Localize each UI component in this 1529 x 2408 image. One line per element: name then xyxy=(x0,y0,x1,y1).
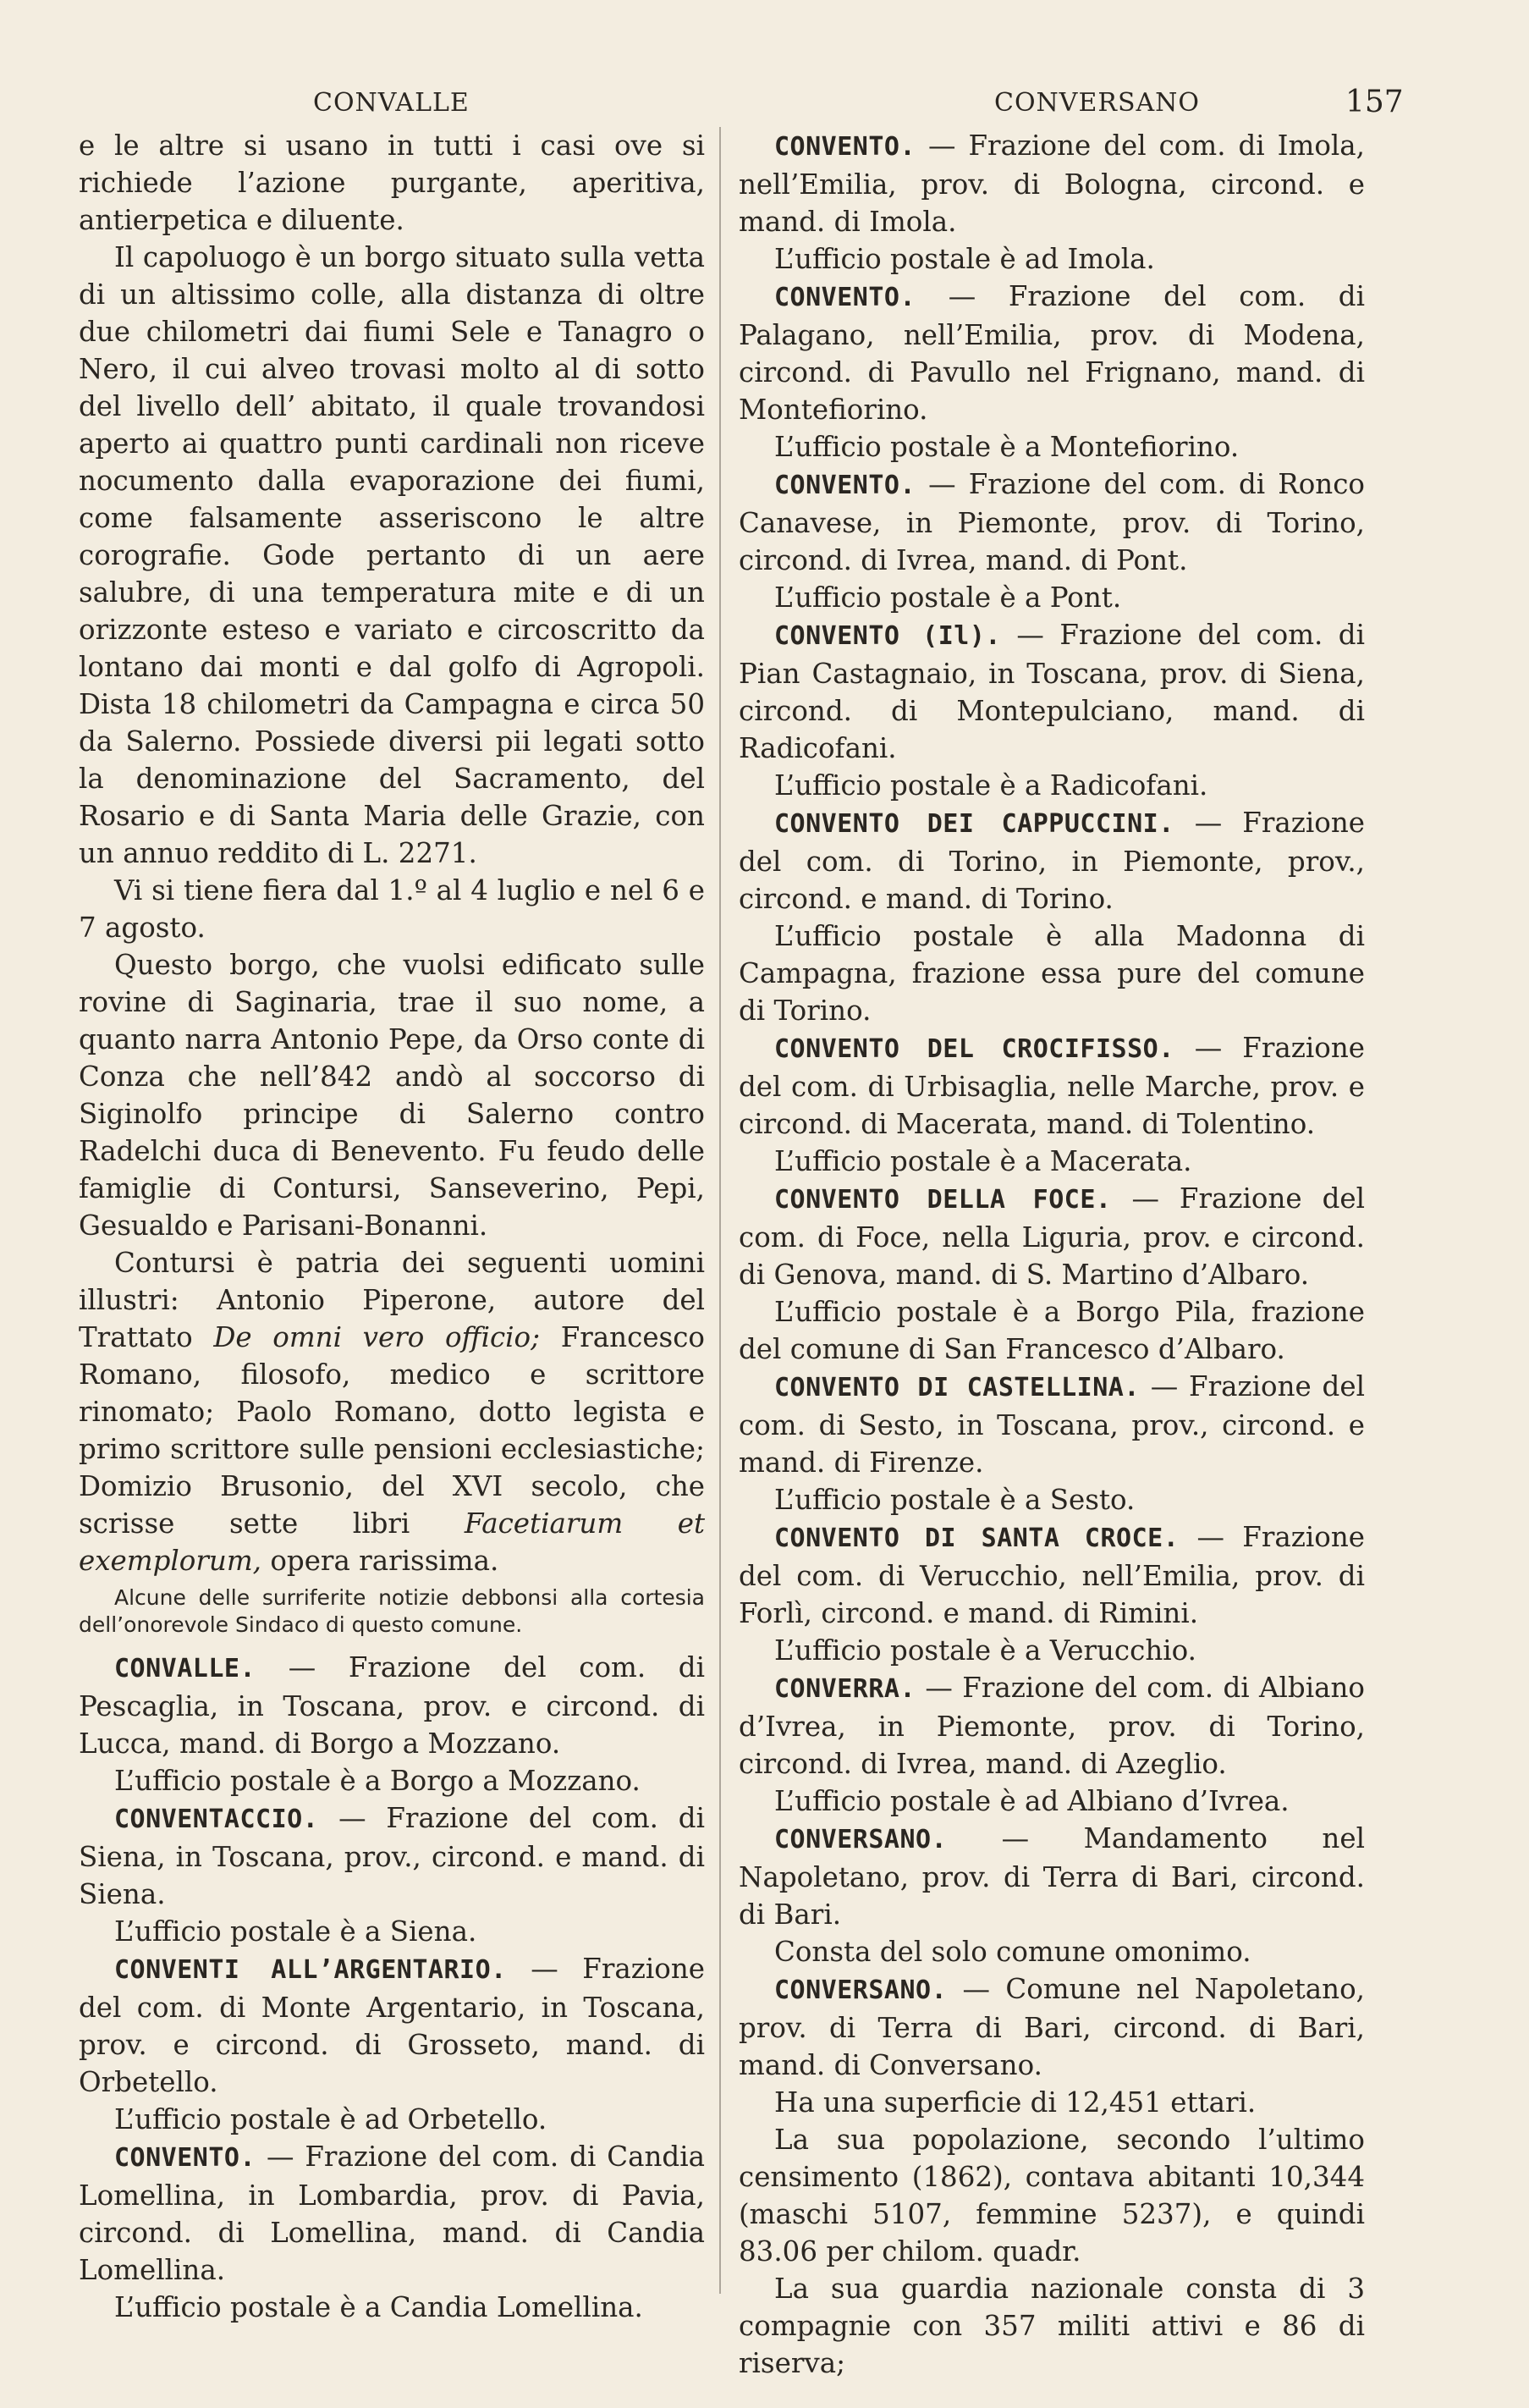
entry xyxy=(739,1029,1365,1143)
entry xyxy=(739,278,1365,428)
entry xyxy=(739,804,1365,917)
paragraph: Vi si tiene fiera dal 1.º al 4 luglio e nel 6 e 7 agosto. xyxy=(79,874,705,944)
entry-postal: L’ufficio postale è a Montefiorino. xyxy=(774,431,1240,463)
entry-text: — Frazione del com. di Foce, nella Liguria, prov. e circond. di Genova, mand. di S. Martino d’Albaro. xyxy=(739,1182,1365,1291)
text-run: opera rarissima. xyxy=(261,1545,499,1577)
paragraph: La sua guardia nazionale consta di 3 compagnie con 357 militi attivi e 86 di riserva; xyxy=(739,2273,1365,2379)
entry xyxy=(79,1950,705,2101)
entry-text: — Frazione del com. di Palagano, nell’Emilia, prov. di Modena, circond. di Pavullo nel Frignano, mand. di Montefiorino. xyxy=(739,280,1365,426)
entry-headword: CONVENTO. xyxy=(774,132,916,162)
entry-headword: CONVENTACCIO. xyxy=(114,1805,319,1834)
entry xyxy=(739,466,1365,579)
paragraph: La sua popolazione, secondo l’ultimo censimento (1862), contava abitanti 10,344 (maschi 5107, femmine 5237), e quindi 83.06 per chilom. quadr. xyxy=(739,2124,1365,2267)
paragraph: e le altre si usano in tutti i casi ove si richiede l’azione purgante, aperitiva, antierpetica e diluente. xyxy=(79,129,705,236)
entry-headword: CONVERRA. xyxy=(774,1674,916,1704)
entry xyxy=(79,1799,705,1913)
entry-postal: L’ufficio postale è a Pont. xyxy=(774,581,1122,614)
entry xyxy=(739,616,1365,767)
entry-text: — Frazione del com. di Pian Castagnaio, in Toscana, prov. di Siena, circond. di Montepulciano, mand. di Radicofani. xyxy=(739,619,1365,764)
entry-text: — Frazione del com. di Urbisaglia, nelle Marche, prov. e circond. di Macerata, mand. di Tolentino. xyxy=(739,1032,1365,1140)
paragraph xyxy=(79,1244,705,1579)
running-head-left: CONVALLE xyxy=(313,88,470,118)
entry-text: — Mandamento nel Napoletano, prov. di Terra di Bari, circond. di Bari. xyxy=(739,1822,1365,1931)
right-column xyxy=(739,127,1365,2382)
entry-text: — Frazione del com. di Siena, in Toscana, prov., circond. e mand. di Siena. xyxy=(79,1802,705,1910)
entry-postal: L’ufficio postale è a Macerata. xyxy=(774,1145,1192,1177)
entry xyxy=(739,1820,1365,1933)
entry-postal: L’ufficio postale è alla Madonna di Campagna, frazione essa pure del comune di Torino. xyxy=(739,920,1365,1027)
entry-headword: CONVENTO (Il). xyxy=(774,621,1001,651)
entry-headword: CONVENTO DEI CAPPUCCINI. xyxy=(774,809,1174,839)
entry xyxy=(739,1180,1365,1293)
entry xyxy=(79,1649,705,1762)
entry-text: — Frazione del com. di Candia Lomellina, in Lombardia, prov. di Pavia, circond. di Lomellina, mand. di Candia Lomellina. xyxy=(79,2141,705,2286)
entry xyxy=(739,127,1365,240)
italic-title: De omni vero officio; xyxy=(213,1321,541,1353)
entry-postal: L’ufficio postale è ad Albiano d’Ivrea. xyxy=(774,1785,1290,1817)
entry-postal: L’ufficio postale è ad Imola. xyxy=(774,243,1155,275)
left-column xyxy=(79,127,705,2326)
text-run: Contursi è patria dei seguenti uomini illustri: Antonio Piperone, autore del Trattato xyxy=(79,1247,705,1353)
entry-text: — Frazione del com. di Verucchio, nell’Emilia, prov. di Forlì, circond. e mand. di Rimini. xyxy=(739,1521,1365,1629)
entry-text: — Comune nel Napoletano, prov. di Terra di Bari, circond. di Bari, mand. di Conversano. xyxy=(739,1973,1365,2081)
paragraph: Ha una superficie di 12,451 ettari. xyxy=(774,2086,1257,2119)
entry-text: — Frazione del com. di Torino, in Piemonte, prov., circond. e mand. di Torino. xyxy=(739,807,1365,915)
entry-postal: L’ufficio postale è a Verucchio. xyxy=(774,1634,1196,1667)
entry-text: — Frazione del com. di Pescaglia, in Toscana, prov. e circond. di Lucca, mand. di Borgo a Mozzano. xyxy=(79,1651,705,1760)
page-number: 157 xyxy=(1345,85,1404,119)
entry-postal: L’ufficio postale è a Borgo Pila, frazione del comune di San Francesco d’Albaro. xyxy=(739,1296,1365,1365)
entry-postal: L’ufficio postale è a Siena. xyxy=(114,1915,477,1948)
entry-headword: CONVENTO DI CASTELLINA. xyxy=(774,1373,1140,1402)
entry xyxy=(739,1970,1365,2084)
entry-headword: CONVENTO DEL CROCIFISSO. xyxy=(774,1034,1174,1064)
entry-headword: CONVENTO DELLA FOCE. xyxy=(774,1185,1112,1215)
italic-title: Facetiarum et exemplorum, xyxy=(79,1507,705,1577)
paragraph: Questo borgo, che vuolsi edificato sulle rovine di Saginaria, trae il suo nome, a quanto narra Antonio Pepe, da Orso conte di Conza che nell’842 andò al soccorso di Siginolfo principe di Salerno contro Radelchi duca di Benevento. Fu feudo delle famiglie di Contursi, Sanseverino, Pepi, Gesualdo e Parisani-Bonanni. xyxy=(79,949,705,1242)
entry-postal: L’ufficio postale è a Candia Lomellina. xyxy=(114,2291,643,2323)
entry-headword: CONVENTO DI SANTA CROCE. xyxy=(774,1524,1180,1553)
entry-headword: CONVERSANO. xyxy=(774,1825,948,1854)
entry-headword: CONVENTO. xyxy=(774,471,916,500)
entry-headword: CONVENTO. xyxy=(114,2143,256,2173)
entry-postal: L’ufficio postale è ad Orbetello. xyxy=(114,2103,547,2135)
entry xyxy=(739,1518,1365,1632)
entry-text: — Frazione del com. di Imola, nell’Emilia, prov. di Bologna, circond. e mand. di Imola. xyxy=(739,129,1365,238)
entry-postal: L’ufficio postale è a Radicofani. xyxy=(774,769,1208,802)
entry-text: — Frazione del com. di Albiano d’Ivrea, in Piemonte, prov. di Torino, circond. di Ivrea, mand. di Azeglio. xyxy=(739,1672,1365,1780)
entry-postal: L’ufficio postale è a Borgo a Mozzano. xyxy=(114,1765,641,1797)
entry xyxy=(739,1669,1365,1783)
entry-headword: CONVENTO. xyxy=(774,283,916,312)
entry-text: — Frazione del com. di Ronco Canavese, in Piemonte, prov. di Torino, circond. di Ivrea, mand. di Pont. xyxy=(739,468,1365,576)
paragraph: Il capoluogo è un borgo situato sulla vetta di un altissimo colle, alla distanza di oltre due chilometri dai fiumi Sele e Tanagro o Nero, il cui alveo trovasi molto al di sotto del livello dell’ abitato, il quale trovandosi aperto ai quattro punti cardinali non riceve nocumento dalla evaporazione dei fiumi, come falsamente asseriscono le altre corografie. Gode pertanto di un aere salubre, di una temperatura mite e di un orizzonte esteso e variato e circoscritto da lontano dai monti e dal golfo di Agropoli. Dista 18 chilometri da Campagna e circa 50 da Salerno. Possiede diversi pii legati sotto la denominazione del Sacramento, del Rosario e di Santa Maria delle Grazie, con un annuo reddito di L. 2271. xyxy=(79,241,705,869)
entry-postal: L’ufficio postale è a Sesto. xyxy=(774,1484,1136,1516)
entry-headword: CONVENTI ALL’ARGENTARIO. xyxy=(114,1955,507,1985)
text-run: Francesco Romano, filosofo, medico e scrittore rinomato; Paolo Romano, dotto legista e primo scrittore sulle pensioni ecclesiastiche; Domizio Brusonio, del XVI secolo, che scrisse sette libri xyxy=(79,1321,705,1540)
entry-postal: Consta del solo comune omonimo. xyxy=(774,1936,1251,1968)
entry-headword: CONVALLE. xyxy=(114,1654,256,1683)
entry-text: — Frazione del com. di Monte Argentario, in Toscana, prov. e circond. di Grosseto, mand. di Orbetello. xyxy=(79,1953,706,2098)
entry xyxy=(79,2138,705,2289)
column-rule xyxy=(719,127,721,2294)
entry-headword: CONVERSANO. xyxy=(774,1975,948,2005)
running-head-right: CONVERSANO xyxy=(994,88,1201,118)
footnote: Alcune delle surriferite notizie debbonsi alla cortesia dell’onorevole Sindaco di questo comune. xyxy=(79,1585,705,1637)
entry-text: — Frazione del com. di Sesto, in Toscana, prov., circond. e mand. di Firenze. xyxy=(739,1370,1365,1479)
entry xyxy=(739,1368,1365,1481)
